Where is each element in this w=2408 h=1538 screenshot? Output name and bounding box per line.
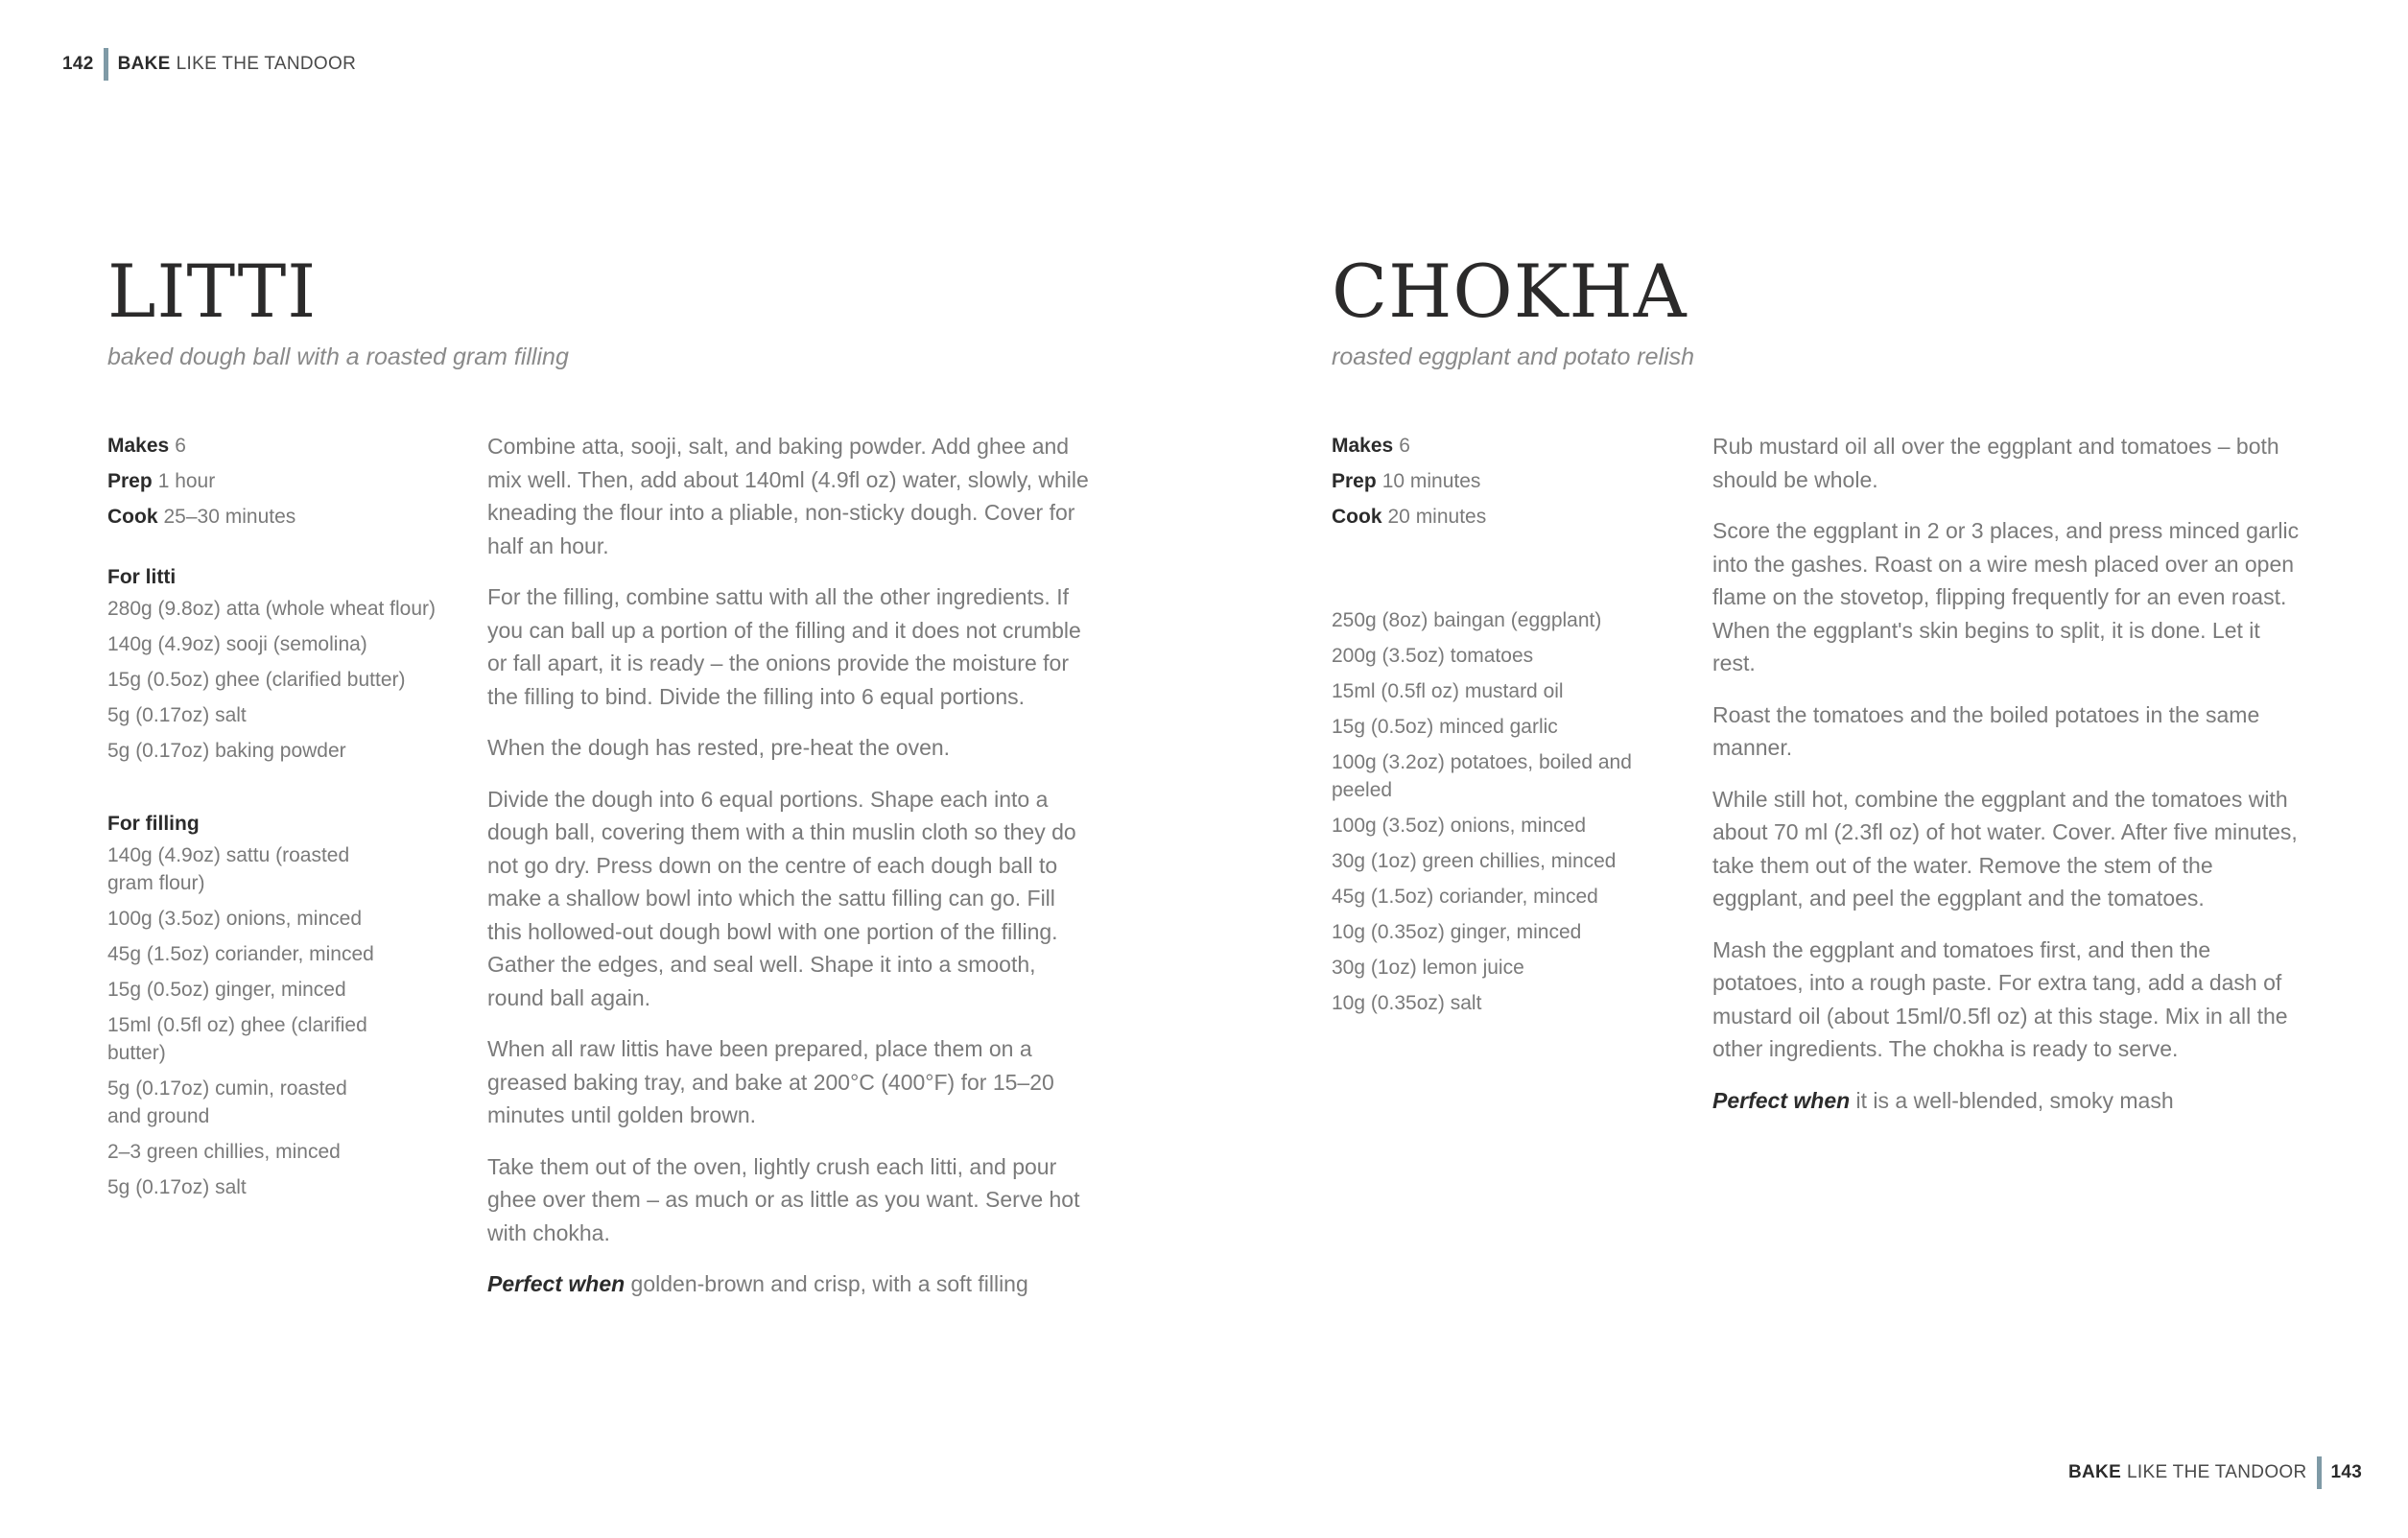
ingredients-chokha [1332,606,1648,1025]
header-divider [104,48,108,81]
recipe-meta-litti [107,428,295,534]
method-step: For the filling, combine sattu with all the other ingredients. If you can ball up a portion of the filling and it does not crumble or fall apart, it is ready – the onions provide the moisture for the filling to bind. Divide the filling into 6 equal portions. [487,584,1081,709]
ingredient-item: 140g (4.9oz) sooji (semolina) [107,633,367,655]
method-step: Divide the dough into 6 equal portions. Shape each into a dough ball, covering them with a thin muslin cloth so they do not go dry. Press down on the centre of each dough ball to make a shallow bowl into which the sattu filling can go. Fill this hollowed-out dough bowl with one portion of the filling. Gather the edges, and seal well. Shape it into a smooth, round ball again. [487,786,1076,1010]
ingredient-item: 100g (3.5oz) onions, minced [1332,815,1586,837]
method-step: Mash the eggplant and tomatoes first, and then the potatoes, into a rough paste. For extra tang, add a dash of mustard oil (about 15ml/0.5fl oz) at this stage. Mix in all the other ingredients. The chokha is ready to serve. [1712,936,2288,1061]
ingredient-item: 100g (3.5oz) onions, minced [107,908,362,930]
ingredient-item: 280g (9.8oz) atta (whole wheat flour) [107,598,437,620]
page-header-left [62,48,356,81]
method-chokha [1712,430,2302,1135]
ingredient-item: 15g (0.5oz) ginger, minced [107,979,346,1001]
recipe-title-chokha: CHOKHA [1332,248,1688,334]
ingredient-item: 15g (0.5oz) minced garlic [1332,716,1558,738]
ingredient-item: 2–3 green chillies, minced [107,1141,341,1163]
ingredients-heading: For filling [107,813,200,835]
footer-divider [2317,1456,2322,1489]
perfect-when: Perfect when golden-brown and crisp, with a soft filling [487,1271,1028,1296]
recipe-title-litti: LITTI [107,248,318,334]
ingredient-item: 5g (0.17oz) baking powder [107,740,346,762]
method-step: Take them out of the oven, lightly crush each litti, and pour ghee over them – as much or as little as you want. Serve hot with chokha. [487,1153,1080,1245]
recipe-meta-chokha [1332,428,1486,534]
ingredient-item: 5g (0.17oz) salt [107,1176,247,1198]
method-step: While still hot, combine the eggplant and the tomatoes with about 70 ml (2.3fl oz) of hot water. Cover. After five minutes, take them out of the water. Remove the stem of the eggplant, and peel the eggplant and the tomatoes. [1712,786,2298,911]
cook-line: Cook 20 minutes [1332,506,1487,528]
ingredient-item: 15ml (0.5fl oz) mustard oil [1332,680,1564,702]
page-number: 143 [2330,1462,2363,1482]
section-name-rest: LIKE THE TANDOOR [176,54,357,74]
ingredient-item: 10g (0.35oz) ginger, minced [1332,921,1582,943]
recipe-subtitle-litti: baked dough ball with a roasted gram filling [107,343,569,370]
ingredient-item: 45g (1.5oz) coriander, minced [1332,886,1598,908]
section-name-bold: BAKE [2068,1462,2122,1482]
method-step: When all raw littis have been prepared, place them on a greased baking tray, and bake at 200°C (400°F) for 15–20 minutes until golden brown. [487,1036,1054,1127]
ingredient-item: 30g (1oz) green chillies, minced [1332,850,1617,872]
ingredient-item: 45g (1.5oz) coriander, minced [107,943,374,965]
ingredient-item: 15g (0.5oz) ghee (clarified butter) [107,669,406,691]
ingredient-item: 15ml (0.5fl oz) ghee (clarified butter) [107,1014,367,1064]
ingredients-for-filling [107,813,386,1209]
method-step: Roast the tomatoes and the boiled potatoes in the same manner. [1712,701,2260,760]
ingredient-item: 5g (0.17oz) salt [107,704,247,726]
method-step: When the dough has rested, pre-heat the oven. [487,735,951,760]
method-step: Score the eggplant in 2 or 3 places, and press minced garlic into the gashes. Roast on a wire mesh placed over an open flame on the stovetop, flipping frequently for an even roast. When the eggplant's skin begins to split, it is done. Let it rest. [1712,518,2300,675]
prep-line: Prep 10 minutes [1332,470,1481,492]
section-name-rest: LIKE THE TANDOOR [2127,1462,2307,1482]
ingredient-item: 100g (3.2oz) potatoes, boiled and peeled [1332,751,1632,801]
method-step: Rub mustard oil all over the eggplant and tomatoes – both should be whole. [1712,434,2279,492]
recipe-subtitle-chokha: roasted eggplant and potato relish [1332,343,1695,370]
section-name-bold: BAKE [117,54,171,74]
makes-line: Makes 6 [107,435,186,457]
makes-line: Makes 6 [1332,435,1410,457]
ingredient-item: 5g (0.17oz) cumin, roasted and ground [107,1077,347,1127]
ingredients-for-litti [107,566,453,772]
ingredients-heading: For litti [107,566,177,588]
cook-line: Cook 25–30 minutes [107,506,296,528]
method-step: Combine atta, sooji, salt, and baking powder. Add ghee and mix well. Then, add about 140ml (4.9fl oz) water, slowly, while kneading the flour into a pliable, non-sticky dough. Cover for half an hour. [487,434,1089,558]
method-litti [487,430,1094,1319]
ingredient-item: 140g (4.9oz) sattu (roasted gram flour) [107,844,350,894]
ingredient-item: 200g (3.5oz) tomatoes [1332,645,1534,667]
prep-line: Prep 1 hour [107,470,216,492]
ingredient-item: 10g (0.35oz) salt [1332,992,1482,1014]
ingredient-item: 250g (8oz) baingan (eggplant) [1332,609,1602,631]
perfect-when: Perfect when it is a well-blended, smoky mash [1712,1087,2174,1113]
page-footer-right [2068,1456,2362,1489]
ingredient-item: 30g (1oz) lemon juice [1332,957,1524,979]
page-number: 142 [62,54,94,74]
